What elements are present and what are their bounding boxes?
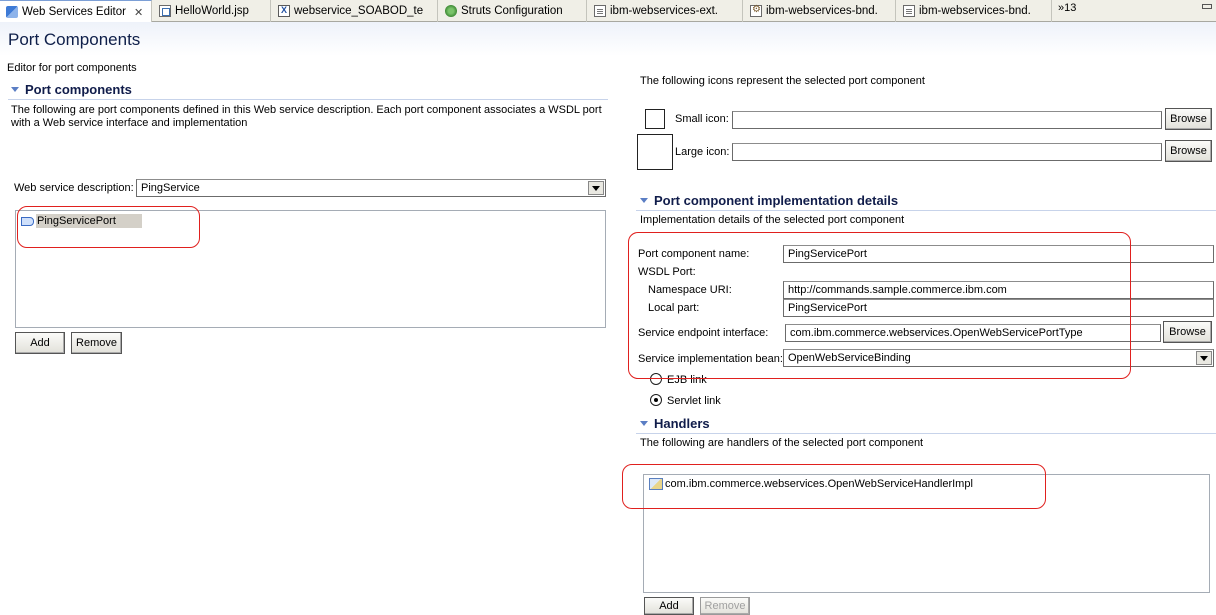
port-components-list[interactable] [15,210,606,328]
tab-label: webservice_SOABOD_te [294,5,424,17]
impl-bean-combo[interactable] [783,349,1214,367]
handlers-description: The following are handlers of the selected port component [640,437,924,449]
section-title: Port component implementation details [654,193,899,208]
list-item-label: PingServicePort [36,214,142,228]
handler-icon [649,478,663,490]
add-handler-button[interactable]: Add [644,597,694,615]
impl-bean-label: Service implementation bean: [638,353,783,365]
tab-overflow-chevron[interactable]: »13 [1058,2,1077,14]
collapse-triangle-icon[interactable] [640,421,648,426]
handlers-section-header[interactable] [640,416,710,431]
ws-description-label: Web service description: [14,182,134,194]
local-part-field[interactable]: PingServicePort [783,299,1214,317]
remove-port-component-button[interactable]: Remove [71,332,122,354]
config-file-icon [750,5,762,17]
tab-ibm-webservices-bnd-1[interactable] [744,0,896,22]
large-icon-preview [637,134,673,170]
tab-helloworld-jsp[interactable] [153,0,271,22]
form-header-background [0,22,1216,56]
port-component-name-label: Port component name: [638,248,750,260]
port-components-section-header[interactable] [11,82,132,97]
list-item[interactable] [21,214,142,228]
collapse-triangle-icon[interactable] [11,87,19,92]
ws-description-combo[interactable] [136,179,606,197]
tab-label: Struts Configuration [461,5,563,17]
list-item-label: com.ibm.commerce.webservices.OpenWebServiceHandlerImpl [665,478,973,490]
editor-description: Editor for port components [7,62,137,74]
impl-details-section-header[interactable] [640,193,898,208]
section-divider [636,210,1216,211]
list-item[interactable] [649,478,973,490]
small-icon-preview [645,109,665,129]
struts-icon [445,5,457,17]
tab-label: ibm-webservices-bnd. [766,5,878,17]
web-services-icon [6,6,18,18]
minimize-icon[interactable] [1202,4,1212,9]
section-divider [8,99,608,100]
tab-webservice-soabod[interactable] [272,0,438,22]
remove-handler-button[interactable]: Remove [700,597,750,615]
tab-web-services-editor[interactable] [0,0,152,23]
impl-description: Implementation details of the selected port component [640,214,905,226]
add-port-component-button[interactable]: Add [15,332,65,354]
tab-label: ibm-webservices-bnd. [919,5,1031,17]
wsdl-port-label: WSDL Port: [638,266,696,278]
handlers-list[interactable] [643,474,1210,593]
large-icon-label: Large icon: [675,146,730,158]
sei-label: Service endpoint interface: [638,327,769,339]
jsp-file-icon [159,5,171,17]
tab-label: HelloWorld.jsp [175,5,249,17]
collapse-triangle-icon[interactable] [640,198,648,203]
chevron-down-icon[interactable] [1196,351,1212,365]
close-icon[interactable]: ✕ [133,6,144,19]
section-title: Handlers [654,416,710,431]
section-divider [636,433,1216,434]
tab-ibm-webservices-ext[interactable] [588,0,743,22]
impl-bean-value: OpenWebServiceBinding [788,352,911,364]
tab-struts-configuration[interactable] [439,0,587,22]
large-icon-browse-button[interactable]: Browse [1165,140,1212,162]
small-icon-label: Small icon: [675,113,729,125]
chevron-down-icon[interactable] [588,181,604,195]
namespace-uri-field[interactable]: http://commands.sample.commerce.ibm.com [783,281,1214,299]
large-icon-field[interactable] [732,143,1162,161]
sei-field[interactable]: com.ibm.commerce.webservices.OpenWebServicePortType [785,324,1161,342]
sei-browse-button[interactable]: Browse [1163,321,1212,343]
icons-description: The following icons represent the selected port component [640,75,925,87]
port-component-icon [21,217,34,226]
ejb-link-radio[interactable] [650,373,662,385]
document-icon [903,5,915,17]
xml-file-icon [278,5,290,17]
section-description: The following are port components defined in this Web service description. Each port component associates a WSDL port with a Web service interface and implementation [11,104,602,129]
section-title: Port components [25,82,132,97]
tab-label: Web Services Editor [22,6,126,18]
namespace-uri-label: Namespace URI: [648,284,732,296]
servlet-link-label: Servlet link [667,395,721,407]
ws-description-value: PingService [141,182,200,194]
port-component-name-field[interactable]: PingServicePort [783,245,1214,263]
small-icon-browse-button[interactable]: Browse [1165,108,1212,130]
local-part-label: Local part: [648,302,700,314]
tab-label: ibm-webservices-ext. [610,5,718,17]
editor-tab-bar [0,0,1216,22]
document-icon [594,5,606,17]
ejb-link-label: EJB link [667,374,707,386]
page-title: Port Components [8,30,141,49]
small-icon-field[interactable] [732,111,1162,129]
tab-ibm-webservices-bnd-2[interactable] [897,0,1052,22]
servlet-link-radio[interactable] [650,394,662,406]
